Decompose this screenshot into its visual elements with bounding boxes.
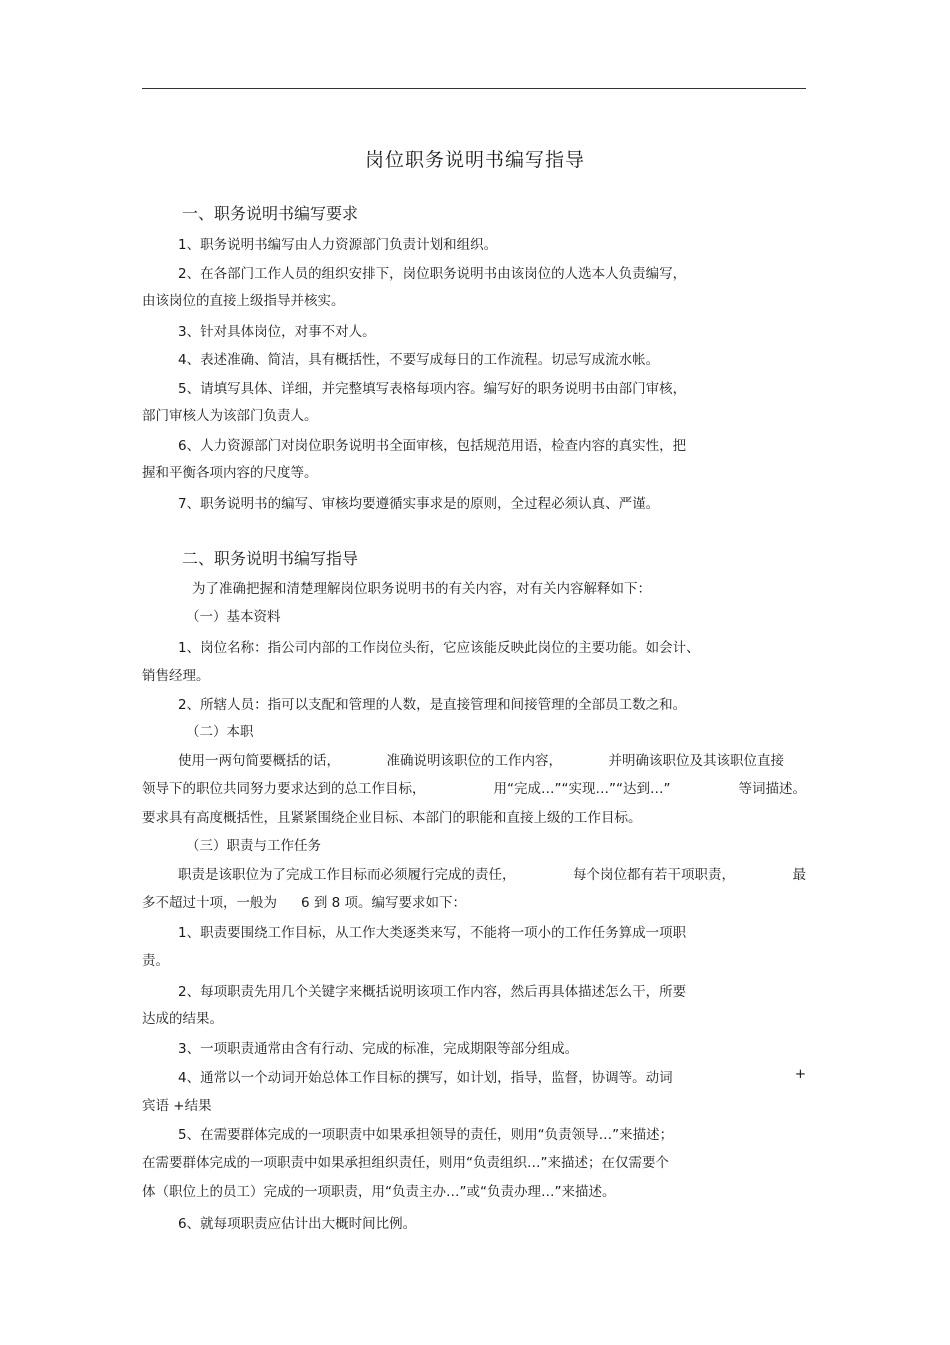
responsibilities-intro-line-2: [142, 891, 466, 911]
text-span: 职责是该职位为了完成工作目标而必须履行完成的责任，: [178, 867, 516, 883]
sec1-item-2-line-2: 由该岗位的直接上级指导并核实。: [142, 293, 345, 309]
text-span: 6 到 8 项。编写要求如下：: [301, 895, 467, 911]
text-span: 领导下的职位共同努力要求达到的总工作目标，: [142, 781, 426, 797]
sec2-intro: 为了准确把握和清楚理解岗位职务说明书的有关内容，对有关内容解释如下：: [192, 581, 651, 597]
req-item-1-line-1: 1、职责要围绕工作目标，从工作大类逐类来写，不能将一项小的工作任务算成一项职: [178, 925, 687, 941]
basic-info-item-1-line-2: 销售经理。: [142, 668, 210, 684]
req-item-6: 6、就每项职责应估计出大概时间比例。: [178, 1216, 417, 1232]
sec1-item-4: 4、表述准确、简洁，具有概括性，不要写成每日的工作流程。切忌写成流水帐。: [178, 352, 660, 368]
text-span: 等词描述。: [738, 781, 806, 797]
duty-line-1: [178, 749, 806, 769]
sec1-item-5-line-1: 5、请填写具体、详细，并完整填写表格每项内容。编写好的职务说明书由部门审核，: [178, 381, 687, 397]
text-span: 4、通常以一个动词开始总体工作目标的撰写，如计划，指导，监督，协调等。动词: [178, 1070, 673, 1086]
text-span: 用“完成…”“实现…”“达到…”: [493, 781, 671, 797]
basic-info-item-2: 2、所辖人员：指可以支配和管理的人数，是直接管理和间接管理的全部员工数之和。: [178, 697, 687, 713]
sec1-item-6-line-2: 握和平衡各项内容的尺度等。: [142, 465, 318, 481]
subheading-basic-info: （一）基本资料: [186, 609, 281, 625]
req-item-4-line-1: [178, 1066, 806, 1086]
req-item-2-line-1: 2、每项职责先用几个关键字来概括说明该项工作内容，然后再具体描述怎么干，所要: [178, 984, 687, 1000]
duty-line-3: 要求具有高度概括性，且紧紧围绕企业目标、本部门的职能和直接上级的工作目标。: [142, 810, 642, 826]
sec1-item-7: 7、职务说明书的编写、审核均要遵循实事求是的原则，全过程必须认真、严谨。: [178, 496, 660, 512]
subheading-responsibilities: （三）职责与工作任务: [186, 838, 321, 854]
req-item-5-line-1: 5、在需要群体完成的一项职责中如果承担领导的责任，则用“负责领导…”来描述；: [178, 1127, 674, 1143]
req-item-5-line-2: 在需要群体完成的一项职责中如果承担组织责任，则用“负责组织…”来描述；在仅需要个: [142, 1155, 669, 1171]
sec1-item-2-line-1: 2、在各部门工作人员的组织安排下，岗位职务说明书由该岗位的人选本人负责编写，: [178, 266, 687, 282]
req-item-5-line-3: 体（职位上的员工）完成的一项职责，用“负责主办…”或“负责办理…”来描述。: [142, 1184, 616, 1200]
text-span: 每个岗位都有若干项职责，: [573, 867, 735, 883]
text-span: 并明确该职位及其该职位直接: [608, 753, 784, 769]
sec1-item-1: 1、职务说明书编写由人力资源部门负责计划和组织。: [178, 237, 498, 253]
subheading-duty: （二）本职: [186, 724, 254, 740]
basic-info-item-1-line-1: 1、岗位名称：指公司内部的工作岗位头衔，它应该能反映此岗位的主要功能。如会计、: [178, 640, 700, 656]
text-span: 使用一两句简要概括的话，: [178, 753, 340, 769]
req-item-3: 3、一项职责通常由含有行动、完成的标准，完成期限等部分组成。: [178, 1041, 579, 1057]
section-1-heading: 一、职务说明书编写要求: [182, 204, 359, 223]
sec1-item-5-line-2: 部门审核人为该部门负责人。: [142, 408, 318, 424]
page-title: 岗位职务说明书编写指导: [364, 149, 585, 171]
text-span: 多不超过十项，一般为: [142, 895, 277, 911]
text-span: 最: [792, 867, 806, 883]
req-item-4-line-2: 宾语 +结果: [142, 1098, 212, 1114]
header-rule: [142, 88, 806, 89]
text-span: +: [794, 1066, 806, 1082]
duty-line-2: [142, 777, 806, 797]
text-span: 准确说明该职位的工作内容，: [386, 753, 562, 769]
sec1-item-6-line-1: 6、人力资源部门对岗位职务说明书全面审核，包括规范用语，检查内容的真实性，把: [178, 438, 687, 454]
responsibilities-intro-line-1: [178, 863, 806, 883]
sec1-item-3: 3、针对具体岗位，对事不对人。: [178, 324, 376, 340]
req-item-2-line-2: 达成的结果。: [142, 1011, 223, 1027]
req-item-1-line-2: 责。: [142, 953, 169, 969]
section-2-heading: 二、职务说明书编写指导: [182, 549, 359, 568]
